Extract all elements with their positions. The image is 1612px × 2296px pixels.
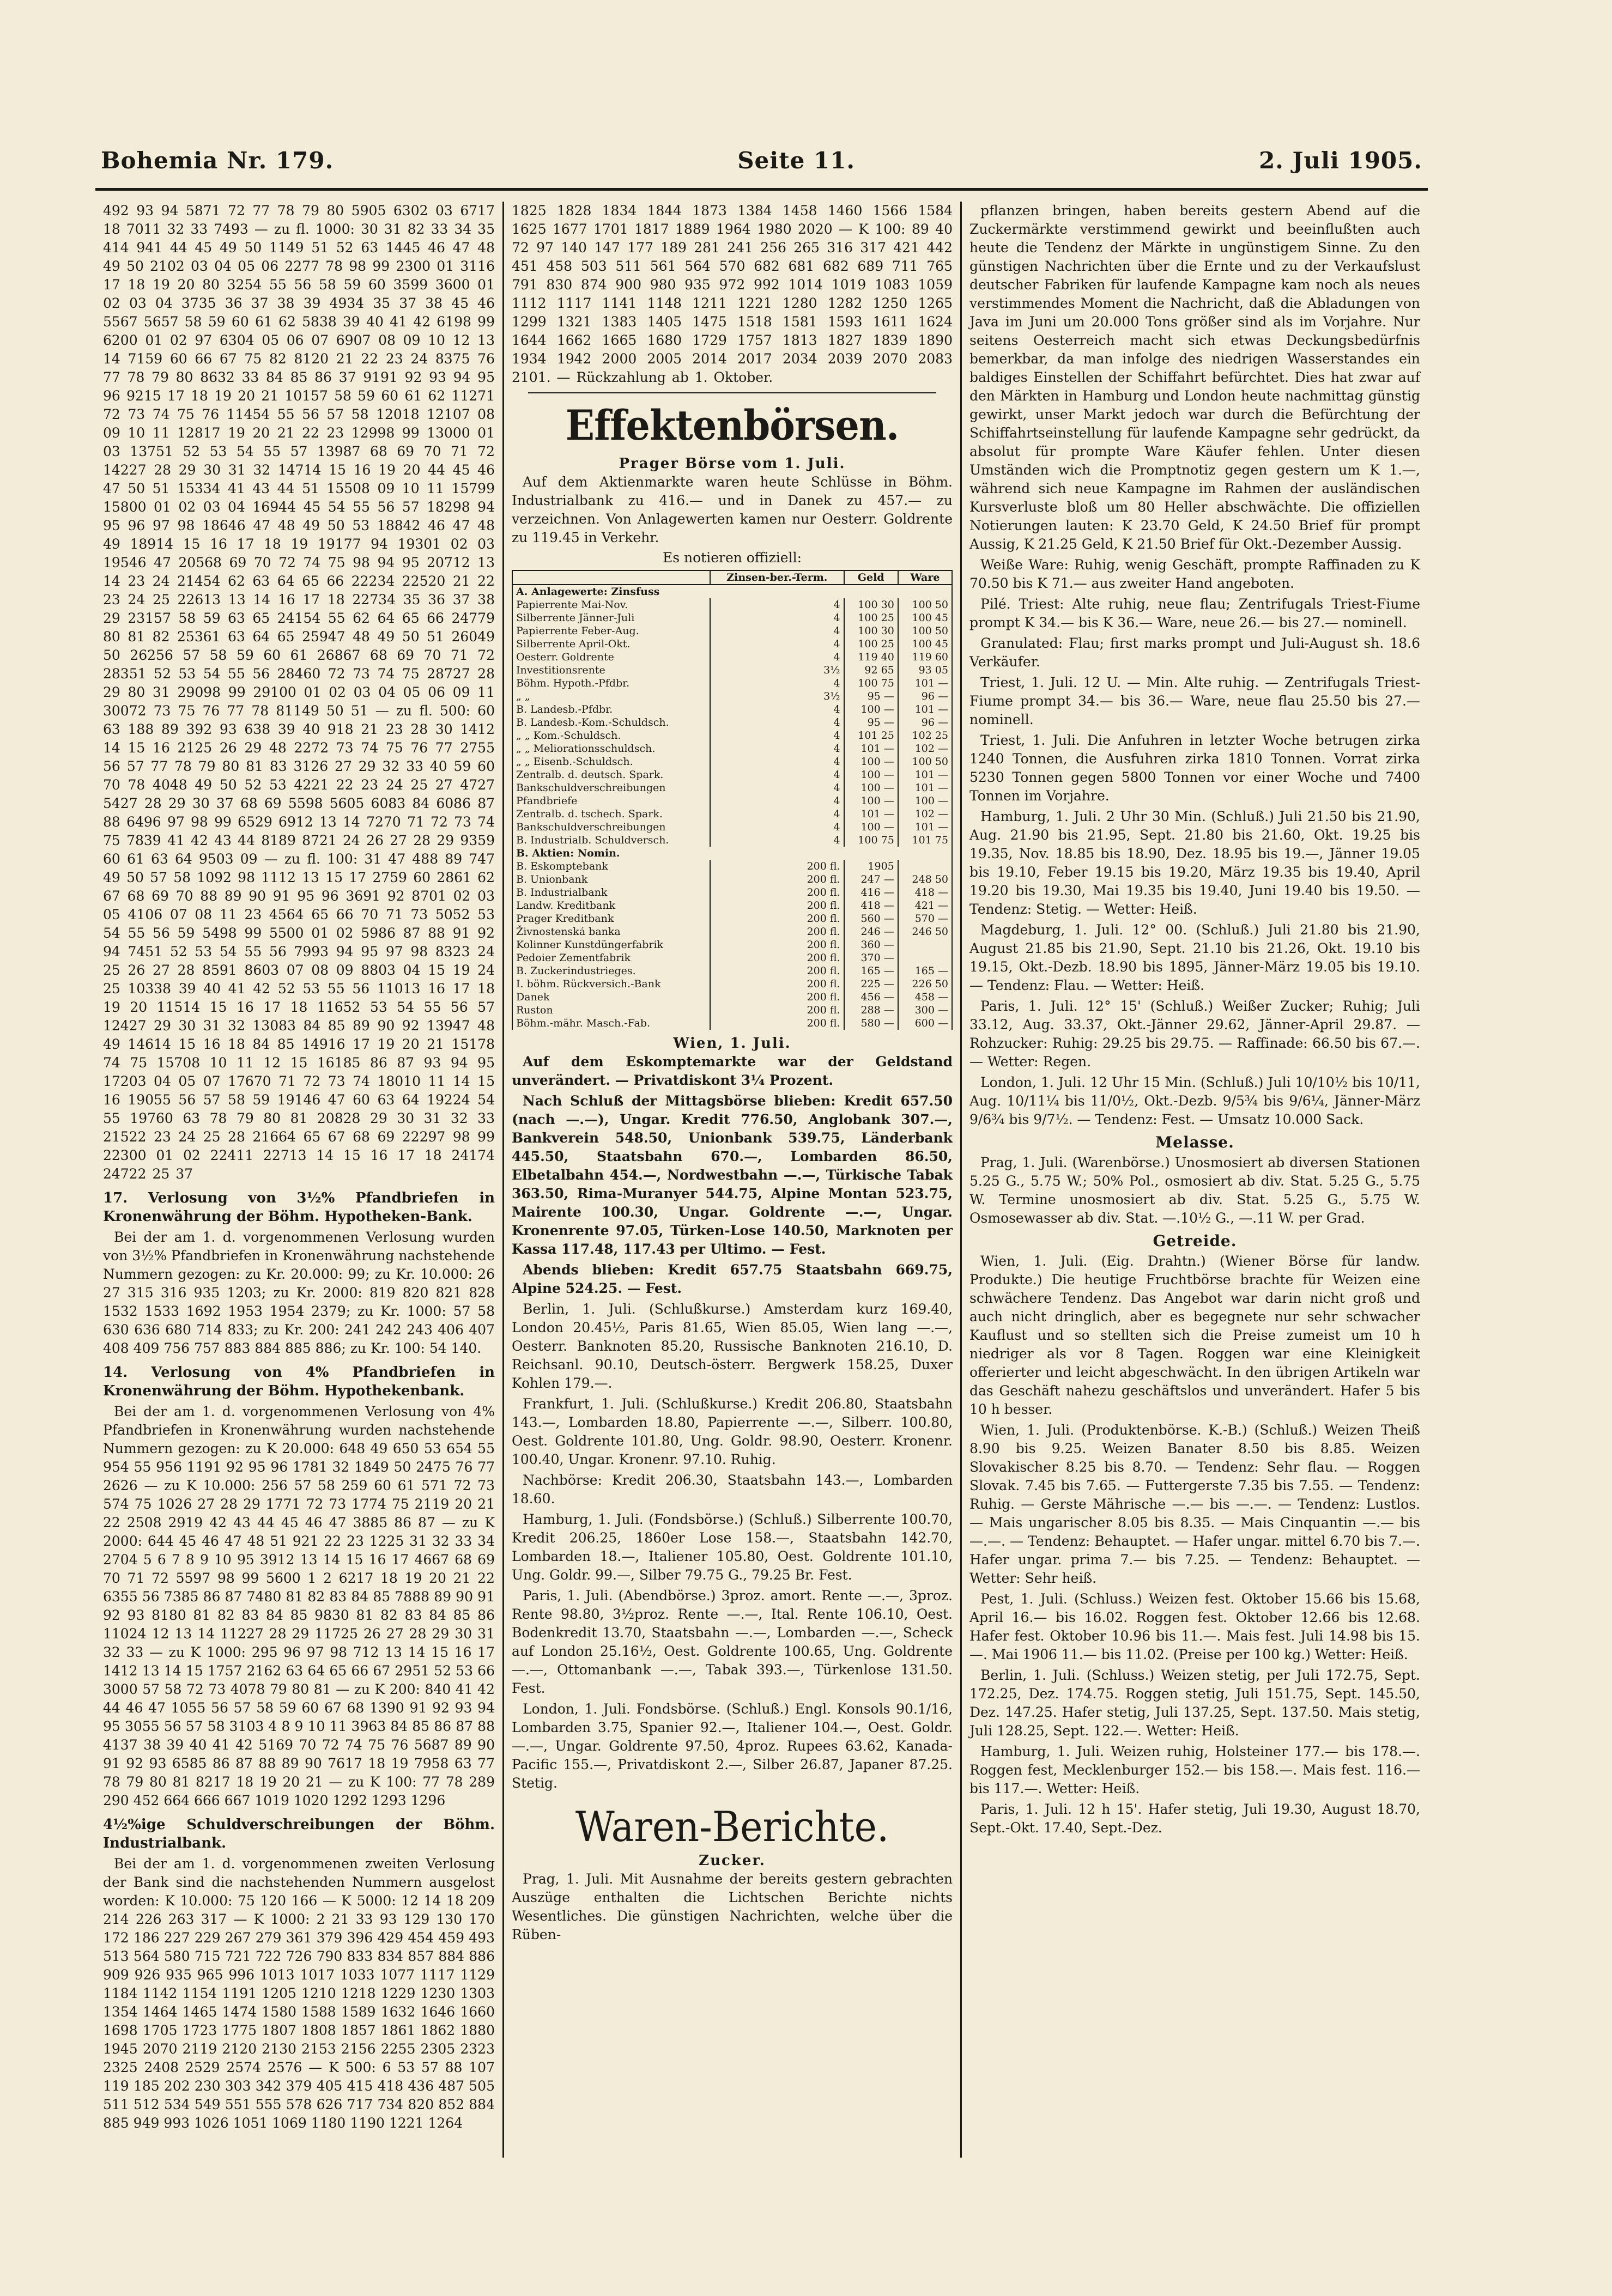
cell-term: 4 <box>710 755 844 768</box>
cell-name: Böhm. Hypoth.-Pfdbr. <box>512 677 710 690</box>
cell-term: 4 <box>710 794 844 807</box>
cell-ware: 96 — <box>898 716 952 729</box>
pile-report: Pilé. Triest: Alte ruhig, neue flau; Zentrifugals Triest-Fiume prompt K 34.— bis K 36.— Ware, neue 26.— bis 27.— nominell. <box>969 596 1420 630</box>
cell-term: 4 <box>710 637 844 651</box>
column-middle <box>504 202 962 2158</box>
cell-term: 4 <box>710 651 844 664</box>
triest-report-1: Triest, 1. Juli. 12 U. — Min. Alte ruhig. — Zentrifugals Triest-Fiume prompt 34.— bis 36.— Ware, neue flau 25.50 bis 27.— nominell. <box>969 675 1420 727</box>
table-row <box>512 899 952 912</box>
lottery-numbers-continued: 1825 1828 1834 1844 1873 1384 1458 1460 1566 1584 1625 1677 1701 1817 1889 1964 1980 2020 — K 100: 89 40 72 97 140 147 177 189 281 241 256 265 316 317 421 442 451 458 503 511 561 564 570 682 681 682 689 711 765 791 830 874 900 980 935 972 992 1014 1019 1083 1059 1112 1117 1141 1148 1211 1221 1280 1282 1250 1265 1299 1321 1383 1405 1475 1518 1581 1593 1611 1624 1644 1662 1665 1680 1729 1757 1813 1827 1839 1890 1934 1942 2000 2005 2014 2017 2034 2039 2070 2083 2101. — Rückzahlung ab 1. Oktober. <box>512 203 953 385</box>
cell-ware: 101 75 <box>898 834 952 847</box>
notiz-line: Es notieren offiziell: <box>663 550 802 566</box>
table-row <box>512 938 952 951</box>
cell-geld: 100 75 <box>844 677 898 690</box>
cell-term: 3½ <box>710 690 844 703</box>
table-row <box>512 677 952 690</box>
magdeburg-zucker: Magdeburg, 1. Juli. 12° 00. (Schluß.) Juli 21.80 bis 21.90, August 21.85 bis 21.90, Sept. 21.10 bis 21.26, Okt. 19.10 bis 19.15, Okt.-Dezb. 18.90 bis 1895, Jänner-März 19.05 bis 19.10. — Tendenz: Flau. — Wetter: Heiß. <box>969 922 1420 993</box>
cell-ware: 570 — <box>898 912 952 925</box>
cell-geld: 1905 <box>844 860 898 873</box>
cell-geld: 580 — <box>844 1017 898 1030</box>
section-title-effektenboersen: Effektenbörsen. <box>565 401 899 450</box>
cell-ware <box>898 860 952 873</box>
table-row <box>512 821 952 834</box>
table-row <box>512 964 952 977</box>
cell-ware: 418 — <box>898 886 952 899</box>
wien-heading: Wien, 1. Juli. <box>673 1035 791 1052</box>
cell-name: B. Unionbank <box>512 873 710 886</box>
cell-geld: 100 — <box>844 781 898 794</box>
cell-ware: 102 — <box>898 807 952 821</box>
getreide-wien-1: Wien, 1. Juli. (Eig. Drahtn.) (Wiener Börse für landw. Produkte.) Die heutige Fruchtbörse brachte für Weizen eine schwächere Tendenz. Das Angebot war darin nicht groß und auch nicht dringlich, aber es begegnete nur sehr schwacher Kauflust und so stellten sich die Preise zumeist um 10 h niedriger als vor 8 Tagen. Roggen war eine Kleinigkeit offerierter und leicht abgeschwächt. In den übrigen Artikeln war das Geschäft nahezu geschäftslos und unverändert. Hafer 5 bis 10 h besser. <box>969 1253 1420 1417</box>
hamburg-report: Hamburg, 1. Juli. (Fondsbörse.) (Schluß.) Silberrente 100.70, Kredit 206.25, 1860er Lose 158.—, Staatsbahn 142.70, Lombarden 18.—, Italiener 105.80, Oest. Goldrente 101.10, Ung. Goldr. 99.—, Silber 79.75 G., 79.25 Br. Fest. <box>512 1511 953 1583</box>
cell-geld: 100 25 <box>844 611 898 624</box>
table-row <box>512 742 952 755</box>
paris-report: Paris, 1. Juli. (Abendbörse.) 3proz. amort. Rente —.—, 3proz. Rente 98.80, 3½proz. Rente —.—, Ital. Rente 106.10, Oest. Bodenkredit 13.70, Staatsbahn —.—, Lombarden —.—, Scheck auf London 25.16½, Oest. Goldrente 100.65, Ung. Goldrente —.—, Ottomanbank —.—, Tabak 393.—, Türkenlose 131.50. Fest. <box>512 1588 953 1696</box>
frankfurt-nachboerse: Nachbörse: Kredit 206.30, Staatsbahn 143.—, Lombarden 18.60. <box>512 1472 953 1507</box>
cell-geld: 416 — <box>844 886 898 899</box>
london-zucker: London, 1. Juli. 12 Uhr 15 Min. (Schluß.) Juli 10/10½ bis 10/11, Aug. 10/11¼ bis 11/0½, Okt.-Dezb. 9/5¾ bis 9/6¼, Jänner-März 9/6¾ bis 9/7½. — Tendenz: Fest. — Umsatz 10.000 Sack. <box>969 1074 1420 1127</box>
cell-name: Silberrente Jänner-Juli <box>512 611 710 624</box>
melasse-paragraph: Prag, 1. Juli. (Warenbörse.) Unosmosiert ab diversen Stationen 5.25 G., 5.75 W.; 50% Pol., osmosiert ab div. Stat. 5.25 G., 5.75 W. Termine unosmosiert ab div. Stat. 5.25 G., 5.75 W. Osmosewasser ab div. Stat. —.10½ G., —.11 W. per Grad. <box>969 1155 1420 1226</box>
wien-paragraph-1: Auf dem Eskomptemarkte war der Geldstand unverändert. — Privatdiskont 3¼ Prozent. <box>512 1054 953 1088</box>
cell-term: 4 <box>710 716 844 729</box>
heading-verlosung-3-5: 17. Verlosung von 3½% Pfandbriefen in Kronenwährung der Böhm. Hypotheken-Bank. <box>103 1190 495 1225</box>
th-name <box>512 570 710 585</box>
th-geld: Geld <box>844 570 898 585</box>
cell-term: 4 <box>710 729 844 742</box>
cell-name: Živnostenská banka <box>512 925 710 938</box>
table-row <box>512 794 952 807</box>
cell-geld: 560 — <box>844 912 898 925</box>
table-row <box>512 991 952 1004</box>
cell-name: B. Eskomptebank <box>512 860 710 873</box>
cell-geld: 456 — <box>844 991 898 1004</box>
paragraph-industrialbank: Bei der am 1. d. vorgenommenen zweiten Verlosung der Bank sind die nachstehenden Nummern ausgelost worden: K 10.000: 75 120 166 — K 5000: 12 14 18 209 214 226 263 317 — K 1000: 2 21 33 93 129 130 170 172 186 227 229 267 279 361 379 396 429 454 459 493 513 564 580 715 721 722 726 790 833 834 857 884 886 909 926 935 965 996 1013 1017 1033 1077 1117 1129 1184 1142 1154 1191 1205 1210 1218 1229 1230 1303 1354 1464 1465 1474 1580 1588 1589 1632 1646 1660 1698 1705 1723 1775 1807 1808 1857 1861 1862 1880 1945 2070 2119 2120 2130 2153 2156 2255 2305 2323 2325 2408 2529 2574 2576 — K 500: 6 53 57 88 107 119 185 202 230 303 342 379 405 415 418 436 487 505 511 512 534 549 551 555 578 626 717 734 820 852 884 885 949 993 1026 1051 1069 1180 1190 1221 1264 <box>103 1856 495 2131</box>
cell-ware: 300 — <box>898 1004 952 1017</box>
getreide-pest: Pest, 1. Juli. (Schluss.) Weizen fest. Oktober 15.66 bis 15.68, April 16.— bis 16.02. Roggen fest. Oktober 12.66 bis 12.68. Hafer fest. Oktober 10.96 bis 11.—. Mais fest. Juli 14.98 bis 15.—. Mai 1906 11.— bis 11.02. (Preise per 100 kg.) Wetter: Heiß. <box>969 1591 1420 1662</box>
cell-term: 4 <box>710 807 844 821</box>
cell-name: Ruston <box>512 1004 710 1017</box>
cell-name: B. Zuckerindustrieges. <box>512 964 710 977</box>
cell-name: „ „ Meliorationsschuldsch. <box>512 742 710 755</box>
column-left <box>95 202 504 2158</box>
cell-geld: 101 25 <box>844 729 898 742</box>
cell-term: 4 <box>710 703 844 716</box>
table-row <box>512 664 952 677</box>
cell-geld: 92 65 <box>844 664 898 677</box>
cell-term: 4 <box>710 677 844 690</box>
cell-ware: 248 50 <box>898 873 952 886</box>
granulated-report: Granulated: Flau; first marks prompt und Juli-August sh. 18.6 Verkäufer. <box>969 635 1420 670</box>
cell-geld: 95 — <box>844 690 898 703</box>
cell-term: 200 fl. <box>710 951 844 964</box>
cell-term: 4 <box>710 834 844 847</box>
quotation-table <box>512 570 953 1030</box>
melasse-heading: Melasse. <box>1155 1133 1234 1151</box>
cell-name: Bankschuldverschreibungen <box>512 781 710 794</box>
cell-ware: 102 25 <box>898 729 952 742</box>
cell-name: Danek <box>512 991 710 1004</box>
table-row <box>512 690 952 703</box>
column-right <box>962 202 1428 2158</box>
table-row <box>512 807 952 821</box>
weisse-ware: Weiße Ware: Ruhig, wenig Geschäft, prompte Raffinaden zu K 70.50 bis K 71.— aus zweiter Hand angeboten. <box>969 557 1420 591</box>
hamburg-zucker: Hamburg, 1. Juli. 2 Uhr 30 Min. (Schluß.) Juli 21.50 bis 21.90, Aug. 21.90 bis 21.95, Sept. 21.80 bis 21.60, Okt. 19.25 bis 19.35, Nov. 18.85 bis 18.90, Dez. 18.95 bis 19.—, Jänner 19.05 bis 19.10, Feber 19.15 bis 19.20, März 19.35 bis 19.40, April 19.20 bis 19.30, Mai 19.35 bis 19.40, Juni 19.40 bis 19.50. — Tendenz: Stetig. — Wetter: Heiß. <box>969 809 1420 917</box>
cell-name: Böhm.-mähr. Masch.-Fab. <box>512 1017 710 1030</box>
cell-ware: 100 50 <box>898 624 952 637</box>
getreide-wien-2: Wien, 1. Juli. (Produktenbörse. K.-B.) (Schluß.) Weizen Theiß 8.90 bis 9.25. Weizen Banater 8.50 bis 8.85. Weizen Slovakischer 8.25 bis 8.70. — Tendenz: Sehr flau. — Roggen Slovak. 7.45 bis 7.65. — Futtergerste 7.35 bis 7.55. — Tendenz: Ruhig. — Gerste Mährische —.— bis —.—. — Tendenz: Lustlos. — Mais ungarischer 8.05 bis 8.35. — Mais Cinquantin —.— bis —.—. — Tendenz: Behauptet. — Hafer ungar. mittel 6.70 bis 7.—. Hafer ungar. prima 7.— bis 7.25. — Tendenz: Behauptet. — Wetter: Sehr heiß. <box>969 1422 1420 1586</box>
divider <box>528 392 936 393</box>
cell-ware: 101 — <box>898 703 952 716</box>
cell-geld: 288 — <box>844 1004 898 1017</box>
triest-report-2: Triest, 1. Juli. Die Anfuhren in letzter Woche betrugen zirka 1240 Tonnen, die Ausfuhren zirka 1810 Tonnen. Vorrat zirka 5230 Tonnen gegen 5800 Tonnen vor einer Woche und 7400 Tonnen im Vorjahre. <box>969 732 1420 804</box>
paragraph-verlosung-3-5: Bei der am 1. d. vorgenommenen Verlosung wurden von 3½% Pfandbriefen in Kronenwährung nachstehende Nummern gezogen: zu Kr. 20.000: 99; zu Kr. 10.000: 26 27 315 316 935 1203; zu Kr. 2000: 819 820 821 828 1532 1533 1692 1953 1954 2379; zu Kr. 1000: 57 58 630 636 680 714 833; zu Kr. 200: 241 242 243 406 407 408 409 756 757 883 884 885 886; zu Kr. 100: 54 140. <box>103 1229 495 1356</box>
cell-name: Pfandbriefe <box>512 794 710 807</box>
table-row <box>512 637 952 651</box>
cell-term: 4 <box>710 821 844 834</box>
cell-ware: 102 — <box>898 742 952 755</box>
paris-zucker: Paris, 1. Juli. 12° 15' (Schluß.) Weißer Zucker; Ruhig; Juli 33.12, Aug. 33.37, Okt.-Jänner 29.62, Jänner-April 29.87. — Rohzucker: Ruhig: 29.25 bis 29.75. — Raffinade: 66.50 bis 67.—. — Wetter: Regen. <box>969 998 1420 1070</box>
cell-term: 4 <box>710 781 844 794</box>
cell-term: 4 <box>710 768 844 781</box>
cell-ware: 226 50 <box>898 977 952 991</box>
cell-term: 200 fl. <box>710 899 844 912</box>
cell-term: 200 fl. <box>710 925 844 938</box>
zucker-paragraph: Prag, 1. Juli. Mit Ausnahme der bereits gestern gebrachten Auszüge enthalten die Lichtschen Berichte nichts Wesentliches. Die günstigen Nachrichten, welche über die Rüben- <box>512 1871 953 1942</box>
table-row <box>512 768 952 781</box>
cell-name: Zentralb. d. deutsch. Spark. <box>512 768 710 781</box>
cell-geld: 225 — <box>844 977 898 991</box>
cell-geld: 95 — <box>844 716 898 729</box>
cell-ware: 421 — <box>898 899 952 912</box>
cell-geld: 100 30 <box>844 624 898 637</box>
cell-name: Pedoier Zementfabrik <box>512 951 710 964</box>
cell-term: 4 <box>710 611 844 624</box>
table-row <box>512 860 952 873</box>
cell-geld: 101 — <box>844 807 898 821</box>
cell-ware <box>898 938 952 951</box>
table-row <box>512 912 952 925</box>
heading-verlosung-4: 14. Verlosung von 4% Pfandbriefen in Kronenwährung der Böhm. Hypothekenbank. <box>103 1364 495 1399</box>
table-row <box>512 1004 952 1017</box>
frankfurt-report: Frankfurt, 1. Juli. (Schlußkurse.) Kredit 206.80, Staatsbahn 143.—, Lombarden 18.80, Papierrente —.—, Silberr. 100.80, Oest. Goldrente 101.80, Ung. Goldr. 98.90, Oesterr. Kronenr. 100.40, Ungar. Kronenr. 97.10. Ruhig. <box>512 1396 953 1467</box>
cell-ware: 100 — <box>898 794 952 807</box>
cell-term: 200 fl. <box>710 912 844 925</box>
cell-name: Investitionsrente <box>512 664 710 677</box>
cell-geld: 370 — <box>844 951 898 964</box>
table-row <box>512 834 952 847</box>
cell-name: Zentralb. d. tschech. Spark. <box>512 807 710 821</box>
cell-name: Landw. Kreditbank <box>512 899 710 912</box>
cell-name: Bankschuldverschreibungen <box>512 821 710 834</box>
table-row <box>512 873 952 886</box>
table-row <box>512 951 952 964</box>
table-row <box>512 886 952 899</box>
table-row <box>512 729 952 742</box>
table-row <box>512 611 952 624</box>
cell-term: 4 <box>710 742 844 755</box>
newspaper-page <box>95 147 1428 2163</box>
cell-ware: 165 — <box>898 964 952 977</box>
cell-ware: 246 50 <box>898 925 952 938</box>
table-row <box>512 781 952 794</box>
cell-term: 200 fl. <box>710 860 844 873</box>
table-section-a <box>512 585 952 847</box>
cell-geld: 100 — <box>844 821 898 834</box>
cell-geld: 247 — <box>844 873 898 886</box>
cell-name: I. böhm. Rückversich.-Bank <box>512 977 710 991</box>
cell-name: B. Landesb.-Pfdbr. <box>512 703 710 716</box>
cell-term: 200 fl. <box>710 1004 844 1017</box>
masthead-left: Bohemia Nr. 179. <box>101 147 334 174</box>
masthead <box>95 147 1428 191</box>
heading-industrialbank: 4½%ige Schuldverschreibungen der Böhm. Industrialbank. <box>103 1817 495 1851</box>
cell-name: B. Industrialbank <box>512 886 710 899</box>
cell-ware: 458 — <box>898 991 952 1004</box>
cell-name: „ „ Kom.-Schuldsch. <box>512 729 710 742</box>
getreide-hamburg: Hamburg, 1. Juli. Weizen ruhig, Holsteiner 177.— bis 178.—. Roggen fest, Mecklenburger 152.— bis 158.—. Mais fest. 116.— bis 117.—. Wetter: Heiß. <box>969 1744 1420 1796</box>
berlin-report: Berlin, 1. Juli. (Schlußkurse.) Amsterdam kurz 169.40, London 20.45½, Paris 81.65, Wien 85.05, Wien lang —.—, Oesterr. Banknoten 85.20, Russische Banknoten 216.10, D. Reichsanl. 90.10, Deutsch-österr. Bergwerk 158.25, Duxer Kohlen 179.—. <box>512 1301 953 1391</box>
getreide-paris: Paris, 1. Juli. 12 h 15'. Hafer stetig, Juli 19.30, August 18.70, Sept.-Okt. 17.40, Sept.-Dez. <box>969 1801 1420 1836</box>
cell-ware <box>898 951 952 964</box>
cell-name: Papierrente Mai-Nov. <box>512 598 710 611</box>
table-row <box>512 716 952 729</box>
table-row <box>512 624 952 637</box>
cell-geld: 100 — <box>844 794 898 807</box>
masthead-center: Seite 11. <box>737 147 856 174</box>
cell-geld: 100 — <box>844 755 898 768</box>
cell-name: „ „ <box>512 690 710 703</box>
lottery-numbers: 492 93 94 5871 72 77 78 79 80 5905 6302 03 6717 18 7011 32 33 7493 — zu fl. 1000: 30 31 82 33 34 35 414 941 44 45 49 50 1149 51 52 63 1445 46 47 48 49 50 2102 03 04 05 06 2277 78 98 99 2300 01 3116 17 18 19 20 80 3254 55 56 58 59 60 3599 3600 01 02 03 04 3735 36 37 38 39 4934 35 37 38 45 46 5567 5657 58 59 60 61 62 5838 39 40 41 42 6198 99 6200 01 02 97 6304 05 06 07 6907 08 09 10 12 13 14 7159 60 66 67 75 82 8120 21 22 23 24 8375 76 77 78 79 80 8632 33 84 85 86 37 9191 92 93 94 95 96 9215 17 18 19 20 21 10157 58 59 60 61 62 11271 72 73 74 75 76 11454 55 56 57 58 12018 12107 08 09 10 11 12817 19 20 21 22 23 12998 99 13000 01 03 13751 52 53 54 55 57 13987 68 69 70 71 72 14227 28 29 30 31 32 14714 15 16 19 20 44 45 46 47 50 51 15334 41 43 44 51 15508 09 10 11 15799 15800 01 02 03 04 16944 45 54 55 56 57 18298 94 95 96 97 98 18646 47 48 49 50 53 18842 46 47 48 49 18914 15 16 17 18 19 19177 94 19301 02 03 19546 47 20568 69 70 72 74 75 98 94 95 20712 13 14 23 24 21454 62 63 64 65 66 22234 22520 21 22 23 24 25 22613 13 14 16 17 18 22734 35 36 37 38 29 23157 58 59 63 65 24154 55 62 64 65 66 24779 80 81 82 25361 63 64 65 25947 48 49 50 51 26049 50 26256 57 58 59 60 61 26867 68 69 70 71 72 28351 52 53 54 55 56 28460 72 73 74 75 28727 28 29 80 31 29098 99 29100 01 02 03 04 05 06 09 11 30072 73 75 76 77 78 81149 50 51 — zu fl. 500: 60 63 188 89 392 93 638 39 40 918 21 23 28 30 1412 14 15 16 2125 26 29 48 2272 73 74 75 76 77 2755 56 57 77 78 79 80 81 83 3126 27 29 32 33 40 59 60 70 78 4048 49 50 52 53 4221 22 23 24 25 27 4727 5427 28 29 30 37 68 69 5598 5605 6083 84 6086 87 88 6496 97 98 99 6529 6912 13 14 7270 71 72 73 74 75 7839 41 42 43 44 8189 8721 24 26 27 28 29 9359 60 61 63 64 9503 09 — zu fl. 100: 31 47 488 89 747 49 50 57 58 1092 98 1112 13 15 17 2759 60 2861 62 67 68 69 70 88 89 90 91 95 96 3691 92 8701 02 03 05 4106 07 08 11 23 4564 65 66 70 71 73 5052 53 54 55 56 59 5498 99 5500 01 02 5986 87 88 91 92 94 7451 52 53 54 55 56 7993 94 95 97 98 8323 24 25 26 27 28 8591 8603 07 08 09 8803 04 15 19 24 25 10338 39 40 41 42 52 53 55 56 11013 16 17 18 19 20 11514 15 16 17 18 11652 53 54 55 56 57 12427 29 30 31 32 13083 84 85 89 90 92 13947 48 49 14614 15 16 18 84 85 14916 17 19 20 21 15178 74 75 15708 10 11 12 15 16185 86 87 93 94 95 17203 04 05 07 17670 71 72 73 74 18010 11 14 15 16 19055 56 57 58 59 19146 47 60 63 64 19224 54 55 19760 63 78 79 80 81 20828 29 30 31 32 33 21522 23 24 25 28 21664 65 67 68 69 22297 98 99 22300 01 02 22411 22713 14 15 16 17 18 24174 24722 25 37 <box>103 203 495 1182</box>
getreide-heading: Getreide. <box>1153 1232 1237 1250</box>
cell-term: 200 fl. <box>710 938 844 951</box>
cell-ware: 100 50 <box>898 755 952 768</box>
cell-geld: 100 30 <box>844 598 898 611</box>
table-section-b <box>512 847 952 1030</box>
cell-ware: 600 — <box>898 1017 952 1030</box>
cell-geld: 119 40 <box>844 651 898 664</box>
getreide-berlin: Berlin, 1. Juli. (Schluss.) Weizen stetig, per Juli 172.75, Sept. 172.25, Dez. 174.75. Roggen stetig, Juli 151.75, Sept. 145.50, Dez. 147.25. Hafer stetig, Juli 137.25, Sept. 137.50. Mais stetig, Juli 128.25, Sept. 122.—. Wetter: Heiß. <box>969 1667 1420 1739</box>
table-row <box>512 925 952 938</box>
cell-geld: 246 — <box>844 925 898 938</box>
cell-geld: 360 — <box>844 938 898 951</box>
cell-name: B. Industrialb. Schuldversch. <box>512 834 710 847</box>
cell-name: Papierrente Feber-Aug. <box>512 624 710 637</box>
cell-geld: 100 — <box>844 703 898 716</box>
table-row <box>512 703 952 716</box>
cell-ware: 119 60 <box>898 651 952 664</box>
cell-ware: 101 — <box>898 781 952 794</box>
masthead-right: 2. Juli 1905. <box>1259 147 1422 174</box>
london-report: London, 1. Juli. Fondsbörse. (Schluß.) Engl. Konsols 90.1/16, Lombarden 3.75, Spanier 92.—, Italiener 104.—, Oest. Goldr. —.—, Ungar. Goldrente 97.50, 4proz. Rupees 63.62, Kanada-Pacific 155.—, Privatdiskont 2.—, Silber 26.87, Japaner 87.25. Stetig. <box>512 1701 953 1791</box>
cell-geld: 165 — <box>844 964 898 977</box>
cell-name: B. Landesb.-Kom.-Schuldsch. <box>512 716 710 729</box>
cell-term: 200 fl. <box>710 964 844 977</box>
cell-ware: 101 — <box>898 821 952 834</box>
cell-geld: 100 25 <box>844 637 898 651</box>
cell-term: 200 fl. <box>710 977 844 991</box>
section-b-label: B. Aktien: Nomin. <box>512 847 952 860</box>
cell-term: 200 fl. <box>710 873 844 886</box>
prager-boerse-intro: Auf dem Aktienmarkte waren heute Schlüsse in Böhm. Industrialbank zu 416.— und in Danek zu 457.— zu verzeichnen. Von Anlagewerten kamen nur Oesterr. Goldrente zu 119.45 in Verkehr. <box>512 474 953 545</box>
cell-term: 200 fl. <box>710 991 844 1004</box>
cell-ware: 101 — <box>898 768 952 781</box>
cell-ware: 100 50 <box>898 598 952 611</box>
th-term: Zinsen-ber.-Term. <box>710 570 844 585</box>
cell-term: 4 <box>710 598 844 611</box>
prager-boerse-heading: Prager Börse vom 1. Juli. <box>619 455 846 472</box>
table-row <box>512 598 952 611</box>
section-title-warenberichte: Waren-Berichte. <box>575 1802 889 1851</box>
wien-paragraph-2: Nach Schluß der Mittagsbörse blieben: Kredit 657.50 (nach —.—), Ungar. Kredit 776.50, Anglobank 307.—, Bankverein 548.50, Unionbank 539.75, Länderbank 445.50, Staatsbahn 670.—, Lombarden 86.50, Elbetalbahn 454.—, Nordwestbahn —.—, Türkische Tabak 363.50, Rima-Muranyer 544.75, Alpine Montan 523.75, Mairente 100.30, Ungar. Goldrente —.—, Ungar. Kronenrente 97.05, Türken-Lose 140.50, Marknoten per Kassa 117.48, 117.43 per Ultimo. — Fest. <box>512 1093 953 1257</box>
section-a-label: A. Anlagewerte: Zinsfuss <box>512 585 952 598</box>
table-row <box>512 1017 952 1030</box>
zucker-continued: pflanzen bringen, haben bereits gestern Abend auf die Zuckermärkte verstimmend gewirkt und beeinflußten auch heute die Tendenz der Märkte in ungünstigem Sinne. Zu den günstigen Nachrichten über die Ernte und zu der Verkaufslust deutscher Fabriken für laufende Kampagne kam noch als neues verstimmendes Moment die Nachricht, daß die Abladungen von Java im Juni um 20.000 Tons größer sind als im Vorjahre. Nur seitens Oesterreich macht sich etwas Deckungsbedürfnis bemerkbar, da man infolge des niedrigen Wasserstandes ein baldiges Einstellen der Schiffahrt befürchtet. Dies hat zwar auf den Märkten in Hamburg und London heute nachmittag günstig gewirkt, unser Markt jedoch war durch die Befürchtung der Schiffahrtseinstellung für laufende Kampagne sehr gedrückt, da absolut für prompte Ware Käufer fehlen. Unter diesen Umständen wich die Promptnotiz gegen gestern um K 1.—, während sich neue Kampagne im Rahmen der ausländischen Kursverluste bloß um 80 Heller abschwächte. Die offiziellen Notierungen lauten: K 23.70 Geld, K 24.50 Brief für prompt Aussig, K 21.25 Geld, K 21.50 Brief für Okt.-Dezember Aussig. <box>969 203 1420 552</box>
cell-name: „ „ Eisenb.-Schuldsch. <box>512 755 710 768</box>
cell-ware: 96 — <box>898 690 952 703</box>
columns <box>95 202 1428 2158</box>
cell-ware: 101 — <box>898 677 952 690</box>
cell-name: Kolinner Kunstdüngerfabrik <box>512 938 710 951</box>
table-row <box>512 977 952 991</box>
cell-ware: 93 05 <box>898 664 952 677</box>
cell-ware: 100 45 <box>898 611 952 624</box>
cell-ware: 100 45 <box>898 637 952 651</box>
wien-paragraph-3: Abends blieben: Kredit 657.75 Staatsbahn 669.75, Alpine 524.25. — Fest. <box>512 1262 953 1296</box>
cell-term: 200 fl. <box>710 1017 844 1030</box>
paragraph-verlosung-4: Bei der am 1. d. vorgenommenen Verlosung von 4% Pfandbriefen in Kronenwährung wurden nachstehende Nummern gezogen: zu K 20.000: 648 49 650 53 654 55 954 55 956 1191 92 95 96 1781 32 1849 50 2475 76 77 2626 — zu K 10.000: 256 57 58 259 60 61 571 72 73 574 75 1026 27 28 29 1771 72 73 1774 75 2119 20 21 22 2508 2919 42 43 44 45 46 47 3885 86 87 — zu K 2000: 644 45 46 47 48 51 921 22 23 1225 31 32 33 34 2704 5 6 7 8 9 10 95 3912 13 14 15 16 17 4667 68 69 70 71 72 5597 98 99 5600 1 2 6217 18 19 20 21 22 6355 56 7385 86 87 7480 81 82 83 84 85 7888 89 90 91 92 93 8180 81 82 83 84 85 9830 81 82 83 84 85 86 11024 12 13 14 11227 28 29 11725 26 27 28 29 30 31 32 33 — zu K 1000: 295 96 97 98 712 13 14 15 16 17 1412 13 14 15 1757 2162 63 64 65 66 67 2951 52 53 66 3000 57 58 72 73 4078 79 80 81 — zu K 200: 840 41 42 44 46 47 1055 56 57 58 59 60 67 68 1390 91 92 93 94 95 3055 56 57 58 3103 4 8 9 10 11 3963 84 85 86 87 88 4137 38 39 40 41 42 5169 70 72 74 75 76 5687 89 90 91 92 93 6585 86 87 88 89 90 7617 18 19 7958 63 77 78 79 80 81 8217 18 19 20 21 — zu K 100: 77 78 289 290 452 664 666 667 1019 1020 1292 1293 1296 <box>103 1404 495 1808</box>
cell-term: 3½ <box>710 664 844 677</box>
cell-geld: 100 75 <box>844 834 898 847</box>
cell-geld: 101 — <box>844 742 898 755</box>
cell-name: Oesterr. Goldrente <box>512 651 710 664</box>
table-row <box>512 651 952 664</box>
th-ware: Ware <box>898 570 952 585</box>
cell-name: Prager Kreditbank <box>512 912 710 925</box>
table-row <box>512 755 952 768</box>
cell-geld: 100 — <box>844 768 898 781</box>
cell-geld: 418 — <box>844 899 898 912</box>
cell-term: 4 <box>710 624 844 637</box>
zucker-heading: Zucker. <box>699 1852 766 1869</box>
cell-term: 200 fl. <box>710 886 844 899</box>
cell-name: Silberrente April-Okt. <box>512 637 710 651</box>
